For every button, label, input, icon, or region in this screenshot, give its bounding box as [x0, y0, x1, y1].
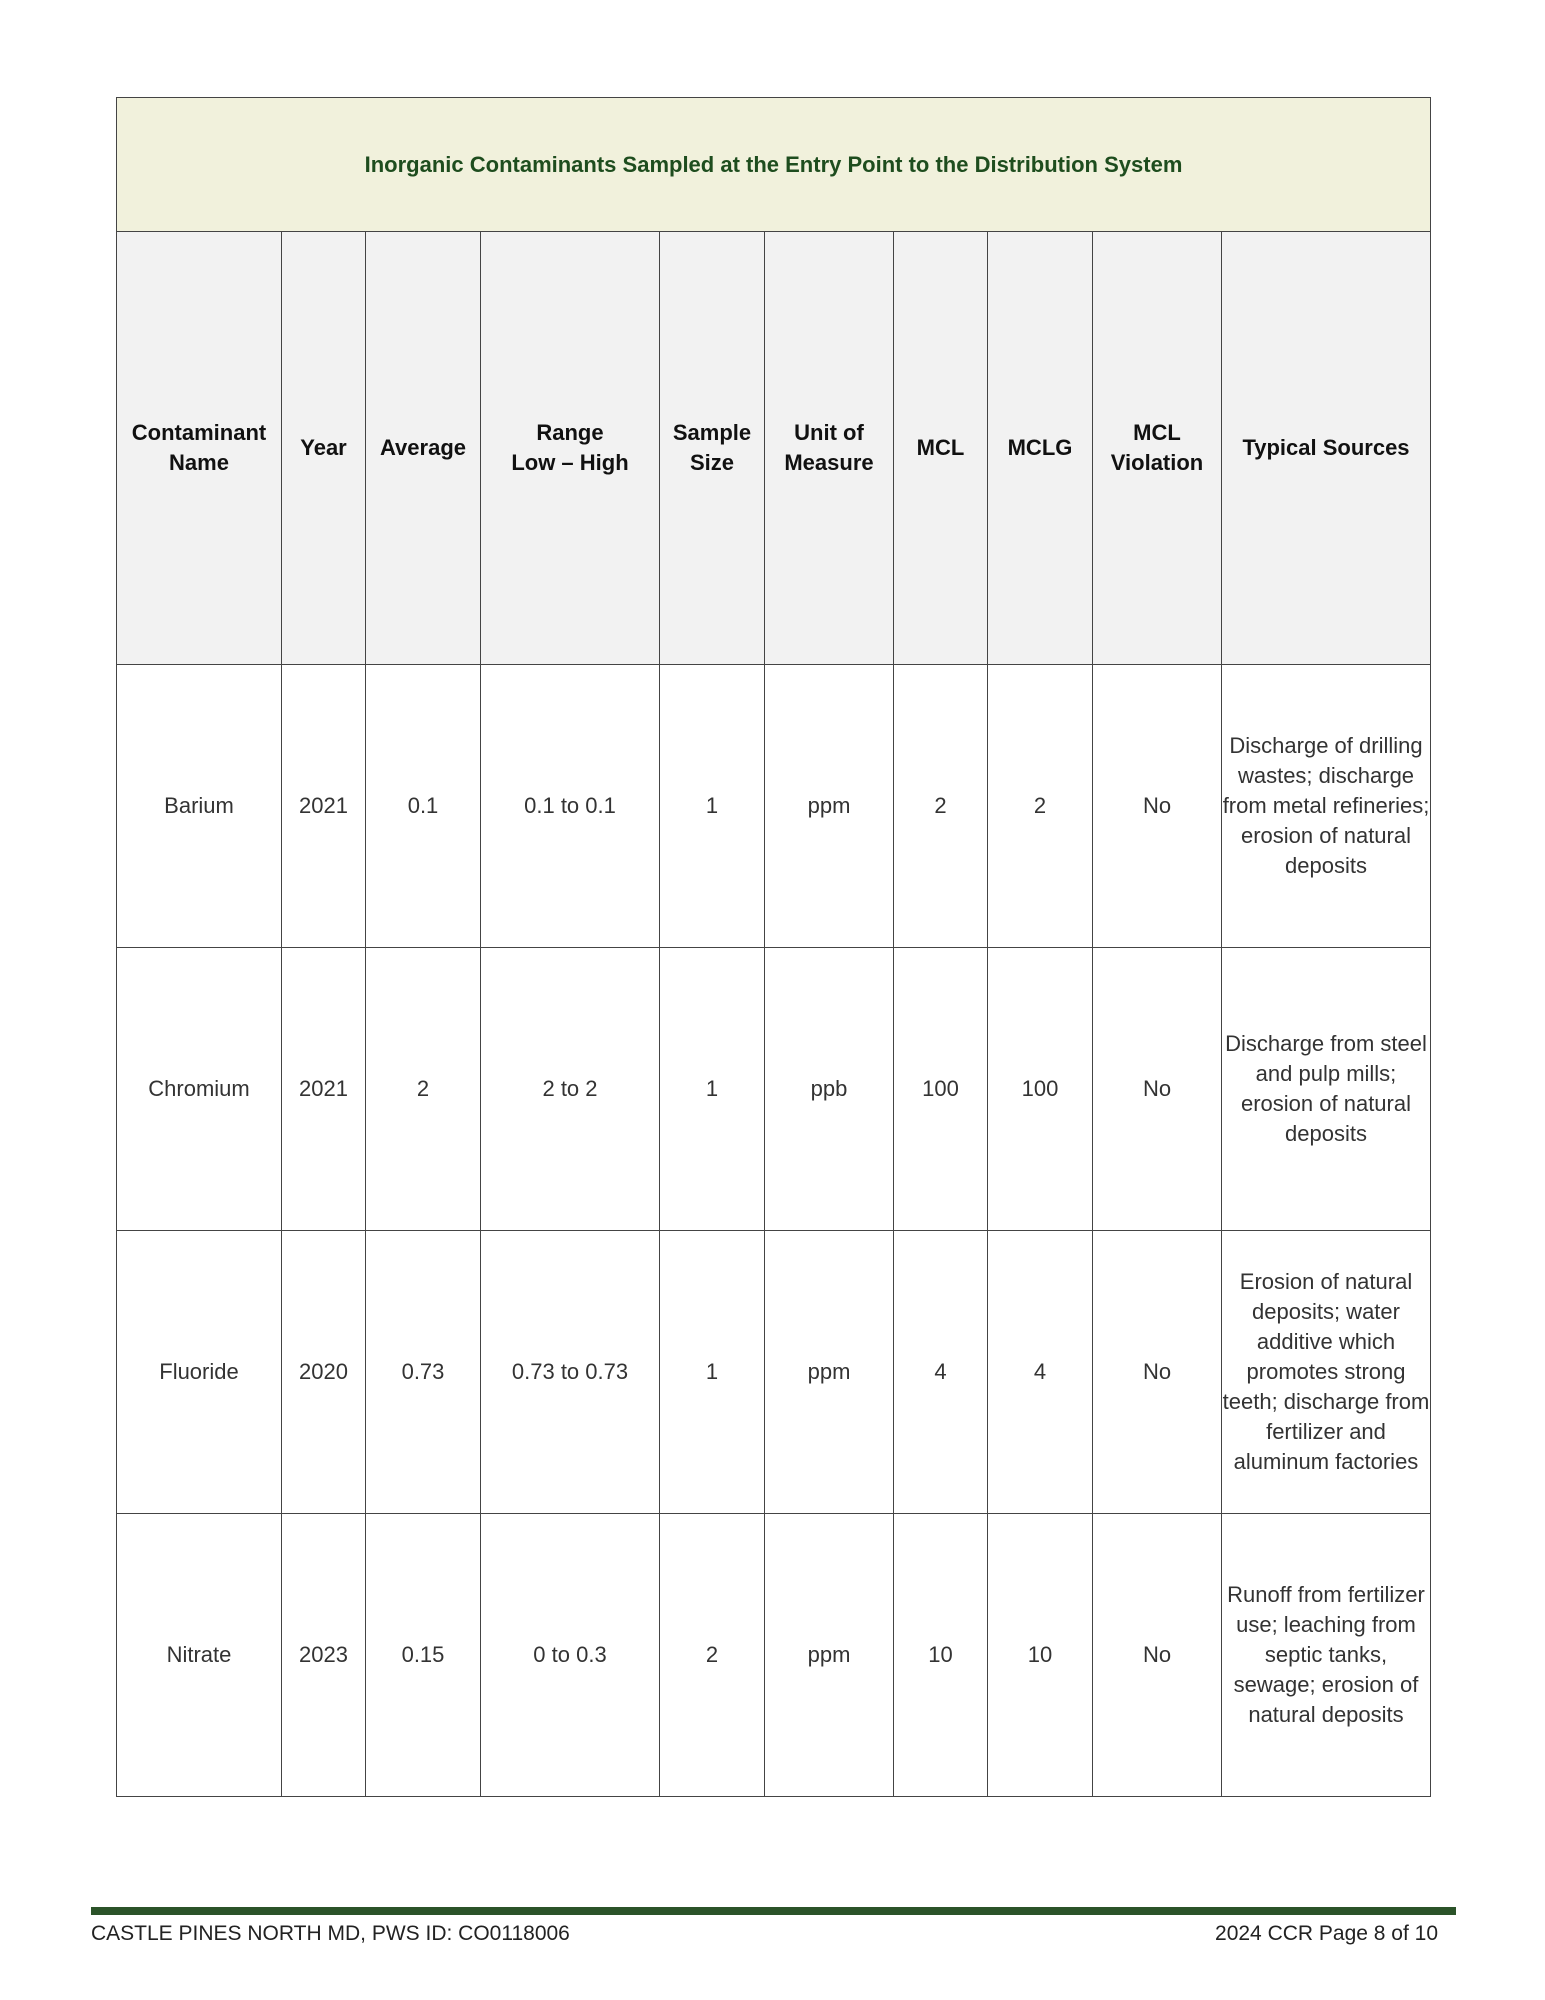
table-cell: 2021 [282, 948, 366, 1231]
table-cell: 2020 [282, 1231, 366, 1514]
table-cell: 2 [660, 1514, 765, 1797]
column-header [894, 232, 988, 665]
table-cell: 0.1 to 0.1 [481, 665, 660, 948]
footer-page-number: 2024 CCR Page 8 of 10 [1215, 1922, 1438, 1945]
table-cell: Discharge from steel and pulp mills; erosion of natural deposits [1222, 948, 1431, 1231]
column-header [481, 232, 660, 665]
column-header-line: Sample [672, 420, 752, 445]
table-title: Inorganic Contaminants Sampled at the Entry Point to the Distribution System [117, 98, 1431, 232]
table-cell: 4 [988, 1231, 1093, 1514]
table-cell: 10 [988, 1514, 1093, 1797]
table-cell: 4 [894, 1231, 988, 1514]
column-header-line: Size [689, 450, 735, 475]
table-cell: 1 [660, 948, 765, 1231]
table-cell: ppm [765, 665, 894, 948]
table-cell: ppm [765, 1514, 894, 1797]
column-header [660, 232, 765, 665]
column-header-line: MCL [1133, 420, 1181, 445]
table-cell: 0.1 [366, 665, 481, 948]
footer-left: CASTLE PINES NORTH MD, PWS ID: CO0118006 [91, 1922, 570, 1945]
table-cell: No [1093, 665, 1222, 948]
column-header [1093, 232, 1222, 665]
table-cell: 1 [660, 665, 765, 948]
table-cell: Runoff from fertilizer use; leaching from septic tanks, sewage; erosion of natural deposits [1222, 1514, 1431, 1797]
table-cell: Nitrate [117, 1514, 282, 1797]
table-cell: 2 [366, 948, 481, 1231]
table-cell: 2 [988, 665, 1093, 948]
table-cell: 2021 [282, 665, 366, 948]
table-cell: Discharge of drilling wastes; discharge from metal refineries; erosion of natural deposits [1222, 665, 1431, 948]
table-cell: 10 [894, 1514, 988, 1797]
column-header [117, 232, 282, 665]
table-cell: Barium [117, 665, 282, 948]
column-header-line: Low – High [511, 450, 629, 475]
table-cell: 0.73 to 0.73 [481, 1231, 660, 1514]
table-cell: 0 to 0.3 [481, 1514, 660, 1797]
column-header-line: MCLG [1007, 435, 1073, 460]
table-cell: 0.15 [366, 1514, 481, 1797]
column-header [988, 232, 1093, 665]
table-cell: 100 [894, 948, 988, 1231]
column-header [1222, 232, 1431, 665]
table-cell: No [1093, 1514, 1222, 1797]
column-header-line: Range [536, 420, 604, 445]
column-header [765, 232, 894, 665]
table-cell: 1 [660, 1231, 765, 1514]
table-cell: 2 [894, 665, 988, 948]
table-cell: Erosion of natural deposits; water additive which promotes strong teeth; discharge from fertilizer and aluminum factories [1222, 1231, 1431, 1514]
contaminants-table [116, 97, 1431, 1797]
table-cell: 2023 [282, 1514, 366, 1797]
table-cell: Fluoride [117, 1231, 282, 1514]
column-header-line: Measure [784, 450, 874, 475]
column-header-line: Name [169, 450, 229, 475]
column-header-line: MCL [916, 435, 965, 460]
table-row [117, 665, 1431, 948]
table-cell: No [1093, 1231, 1222, 1514]
footer-divider [91, 1907, 1456, 1915]
column-header [282, 232, 366, 665]
table-cell: 100 [988, 948, 1093, 1231]
column-header-line: Average [379, 435, 466, 460]
table-cell: ppm [765, 1231, 894, 1514]
table-cell: 0.73 [366, 1231, 481, 1514]
table-cell: ppb [765, 948, 894, 1231]
column-header-line: Typical Sources [1242, 435, 1410, 460]
table-row [117, 1514, 1431, 1797]
column-header-line: Violation [1110, 450, 1204, 475]
table-row [117, 1231, 1431, 1514]
column-header-line: Contaminant [131, 420, 267, 445]
table-cell: Chromium [117, 948, 282, 1231]
column-header [366, 232, 481, 665]
column-header-line: Unit of [794, 420, 864, 445]
table-row [117, 948, 1431, 1231]
column-header-line: Year [300, 435, 347, 460]
table-cell: No [1093, 948, 1222, 1231]
table-cell: 2 to 2 [481, 948, 660, 1231]
